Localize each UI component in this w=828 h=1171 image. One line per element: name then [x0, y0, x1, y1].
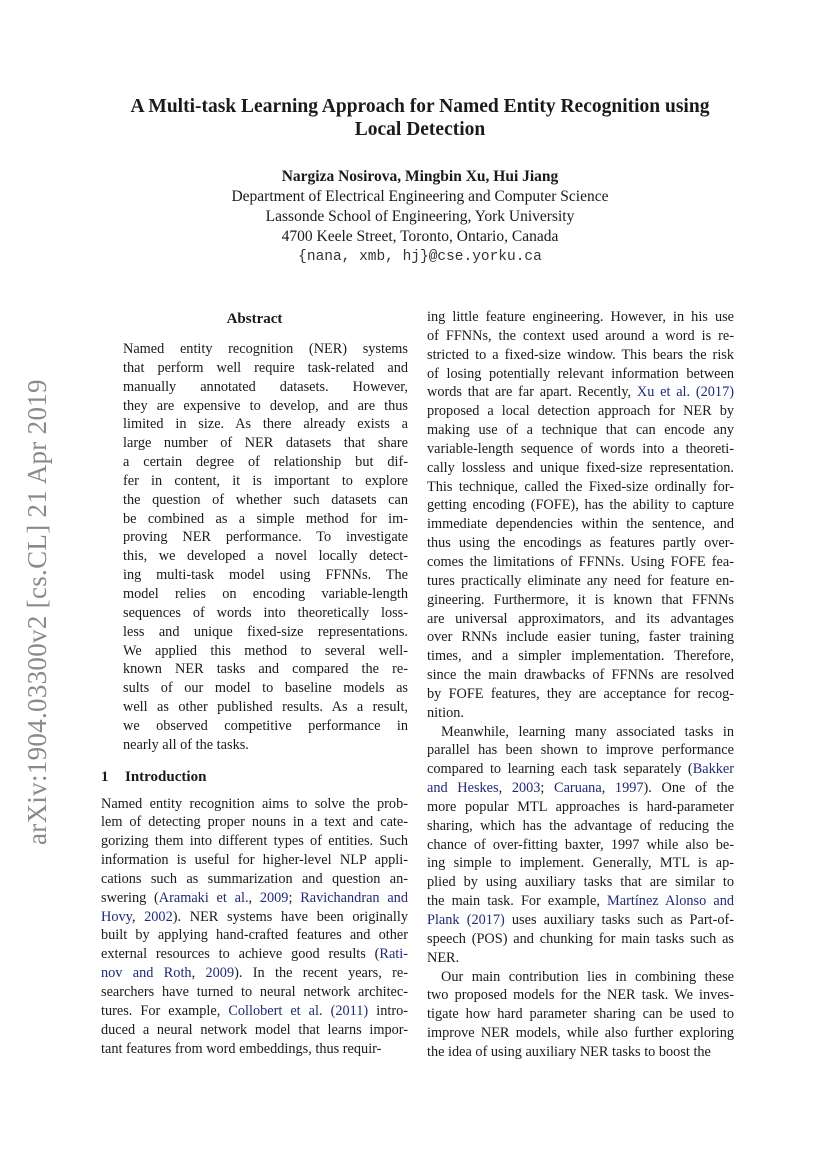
text-line: that perform well require task-related and — [123, 359, 408, 376]
text-line — [427, 572, 734, 591]
text-segment: variable-length sequence of words into a theoreti- — [427, 440, 734, 457]
text-segment: improve NER models, while also further exploring — [427, 1025, 734, 1042]
text-line: ing multi-task model using FFNNs. The — [123, 567, 408, 584]
citation-link[interactable]: Caruana — [554, 780, 602, 797]
text-line — [427, 308, 734, 327]
text-line: fer in content, it is important to explore — [123, 472, 408, 489]
text-line: large number of NER datasets that share — [123, 435, 408, 452]
text-line — [101, 832, 408, 851]
text-line: known NER tasks and compared the re- — [123, 661, 408, 678]
text-segment: of losing potentially relevant information between — [427, 365, 734, 382]
paper-title-line-2: Local Detection — [354, 119, 486, 140]
text-segment: NER. — [427, 949, 460, 966]
text-segment: words that are far apart. Recently, — [427, 384, 637, 401]
text-segment: tant features from word embeddings, thus requir- — [101, 1040, 382, 1057]
text-line: be combined as a simple method for im- — [123, 510, 408, 527]
text-line — [101, 926, 408, 945]
text-line: nearly all of the tasks. — [123, 736, 249, 753]
text-line — [427, 779, 734, 798]
affiliation-school: Lassonde School of Engineering, York University — [265, 208, 575, 225]
text-line — [427, 986, 734, 1005]
text-line — [427, 628, 734, 647]
text-segment: , — [498, 780, 512, 797]
text-line — [427, 760, 734, 779]
citation-link[interactable]: 2009 — [259, 889, 289, 906]
text-line: the question of whether such datasets can — [123, 491, 408, 508]
citation-link[interactable]: (2017) — [695, 384, 734, 401]
citation-link[interactable]: Collobert et al. — [228, 1002, 323, 1019]
text-line: proving NER performance. To investigate — [123, 529, 408, 546]
right-column — [427, 308, 734, 1062]
text-segment: Named entity recognition aims to solve the prob- — [101, 795, 408, 812]
text-segment: , — [601, 780, 615, 797]
section-heading-introduction — [101, 767, 408, 787]
text-line — [427, 968, 734, 987]
text-segment — [460, 912, 467, 928]
text-segment: information is useful for higher-level NLP appli- — [101, 852, 408, 869]
affiliation-department: Department of Electrical Engineering and Computer Science — [231, 188, 609, 205]
text-segment: since the main drawbacks of FFNNs are resolved — [427, 667, 734, 684]
text-line — [427, 836, 734, 855]
citation-link[interactable]: and Heskes — [427, 780, 499, 797]
text-segment: , — [191, 965, 206, 982]
text-line — [101, 889, 408, 908]
introduction-paragraph-1 — [101, 795, 408, 1059]
arxiv-identifier-stamp: arXiv:1904.03300v2 [cs.CL] 21 Apr 2019 — [22, 379, 52, 845]
text-line — [427, 873, 734, 892]
text-segment: tures. For example, — [101, 1002, 229, 1019]
citation-link[interactable]: (2011) — [330, 1002, 369, 1019]
text-segment: the main task. For example, — [427, 893, 608, 910]
text-segment: tures practically eliminate any need for feature en- — [427, 572, 734, 589]
text-line — [101, 945, 408, 964]
text-line — [427, 591, 734, 610]
text-segment: built by applying hand-crafted features and other — [101, 927, 408, 944]
text-segment: making use of a technique that can encode any — [427, 422, 734, 439]
text-segment — [323, 1003, 331, 1019]
text-line — [427, 798, 734, 817]
text-line: this, we developed a novel locally detect- — [123, 548, 408, 565]
text-line — [427, 666, 734, 685]
text-segment: ). In the recent years, re- — [234, 965, 409, 982]
text-line: Named entity recognition (NER) systems — [123, 341, 408, 357]
text-segment: getting encoding (FOFE), has the ability to capture — [427, 497, 734, 514]
citation-link[interactable]: Aramaki et al. — [158, 889, 249, 906]
text-segment: searchers have turned to neural network architec- — [101, 984, 408, 1000]
text-segment: gineering. Furthermore, it is known that FFNNs — [427, 591, 734, 608]
text-line — [101, 1021, 408, 1040]
citation-link[interactable]: Plank — [427, 912, 460, 928]
text-segment: ing simple to implement. Generally, MTL is ap- — [427, 855, 734, 872]
text-line — [427, 647, 734, 666]
text-segment: more popular MTL approaches is hard-parameter — [427, 798, 734, 815]
text-line: well as other published results. As a result, — [123, 699, 408, 716]
author-block — [100, 167, 740, 267]
citation-link[interactable]: Martínez Alonso and — [607, 893, 734, 910]
text-line — [427, 685, 734, 704]
section-title: Introduction — [125, 768, 207, 785]
text-segment: are universal approximators, and its advantages — [427, 610, 734, 627]
text-line — [101, 983, 408, 1002]
text-line — [101, 851, 408, 870]
text-line: we observed competitive performance in — [123, 717, 408, 734]
text-segment: ). One of the — [643, 780, 734, 797]
text-line: model relies on encoding variable-length — [123, 585, 408, 602]
text-segment: ; — [540, 780, 555, 797]
paper-title — [100, 95, 740, 141]
text-segment: This technique, called the Fixed-size ordinally for- — [427, 478, 734, 495]
text-line — [101, 795, 408, 814]
introduction-paragraph-2 — [427, 723, 734, 968]
citation-link[interactable]: Ravichandran and — [300, 889, 408, 906]
text-segment: by FOFE features, they are acceptance for recog- — [427, 685, 734, 702]
text-line — [427, 459, 734, 478]
text-segment: swering ( — [101, 889, 159, 906]
citation-link[interactable]: 1997 — [614, 780, 644, 797]
paper-title-line-1: A Multi-task Learning Approach for Named Entity Recognition using — [130, 96, 710, 117]
text-line — [427, 817, 734, 836]
text-line: sequences of words into theoretically loss- — [123, 604, 408, 621]
text-line — [427, 365, 734, 384]
text-line — [427, 478, 734, 497]
text-segment: the idea of using auxiliary NER tasks to boost the — [427, 1043, 711, 1060]
citation-link[interactable]: 2002 — [144, 908, 173, 925]
text-line — [427, 1005, 734, 1024]
text-line: manually annotated datasets. However, — [123, 378, 408, 395]
introduction-paragraph-1-continued — [427, 308, 734, 723]
author-emails: {nana, xmb, hj}@cse.yorku.ca — [298, 249, 542, 265]
text-line — [427, 892, 734, 911]
text-line: sults of our model to baseline models as — [123, 680, 408, 697]
text-segment: proposed a local detection approach for NER by — [427, 403, 734, 420]
text-segment: , — [131, 908, 145, 925]
text-segment: duced a neural network model that learns impor- — [101, 1021, 408, 1038]
text-line: We applied this method to several well- — [123, 642, 408, 659]
text-segment: ; — [288, 889, 301, 906]
affiliation-address: 4700 Keele Street, Toronto, Ontario, Canada — [281, 228, 559, 245]
text-segment: external resources to achieve good results ( — [101, 946, 380, 963]
text-line — [427, 327, 734, 346]
text-line — [427, 930, 734, 949]
citation-link[interactable]: 2009 — [205, 965, 235, 982]
text-line — [427, 854, 734, 873]
text-line — [427, 496, 734, 515]
text-line — [427, 515, 734, 534]
text-segment: tigate how hard parameter sharing can be used to — [427, 1006, 734, 1023]
text-segment: cally lossless and unique fixed-size representation. — [427, 459, 734, 476]
text-segment: gorizing them into different types of entities. Such — [101, 833, 408, 850]
text-segment: Meanwhile, learning many associated tasks in — [441, 723, 734, 740]
author-names: Nargiza Nosirova, Mingbin Xu, Hui Jiang — [281, 168, 559, 185]
text-segment: sharing, which has the advantage of reducing the — [427, 817, 734, 834]
citation-link[interactable]: Xu et al. — [636, 384, 691, 401]
abstract-body — [123, 340, 408, 755]
citation-link[interactable]: Rati- — [379, 946, 408, 963]
text-line — [427, 1043, 734, 1062]
text-segment: comes the limitations of FFNNs. Using FOFE fea- — [427, 553, 734, 570]
text-segment: lem of detecting proper nouns in a text and cate- — [101, 814, 408, 831]
text-segment: uses auxiliary tasks such as Part-of- — [504, 912, 734, 928]
text-line — [427, 383, 734, 402]
section-number: 1 — [101, 768, 109, 785]
text-line — [427, 402, 734, 421]
citation-link[interactable]: Hovy — [101, 908, 132, 925]
citation-link[interactable]: (2017) — [466, 912, 505, 928]
text-line — [427, 911, 734, 930]
text-segment: ing little feature engineering. However, in his use — [427, 309, 734, 325]
text-segment: , — [248, 889, 260, 906]
text-line: a certain degree of relationship but dif- — [123, 454, 408, 471]
introduction-paragraph-3 — [427, 968, 734, 1062]
text-line — [427, 704, 734, 723]
text-segment: chance of over-fitting baxter, 1997 while also be- — [427, 836, 734, 853]
text-line — [101, 1040, 408, 1059]
text-segment: immediate dependencies within the sentence, and — [427, 516, 734, 533]
text-segment: speech (POS) and chunking for main tasks such as — [427, 930, 734, 947]
text-line — [101, 964, 408, 983]
text-segment: over RNNs include easier tuning, faster training — [427, 629, 734, 646]
text-line — [101, 908, 408, 927]
text-line: limited in size. As there already exists a — [123, 416, 408, 433]
text-line — [101, 1002, 408, 1021]
text-line — [427, 421, 734, 440]
text-segment: Our main contribution lies in combining these — [441, 968, 734, 985]
text-line — [101, 870, 408, 889]
text-segment: two proposed models for the NER task. We inves- — [427, 987, 734, 1004]
text-line — [427, 1024, 734, 1043]
text-line — [427, 741, 734, 760]
text-segment: nition. — [427, 704, 464, 721]
text-line — [101, 813, 408, 832]
text-line — [427, 949, 734, 968]
text-segment: stricted to a fixed-size window. This bears the risk — [427, 346, 734, 363]
text-segment: thus using the encodings as features partly over- — [427, 535, 734, 552]
text-segment: parallel has been shown to improve performance — [427, 742, 734, 759]
citation-link[interactable]: Bakker — [692, 761, 734, 778]
citation-link[interactable]: 2003 — [511, 780, 541, 797]
text-line: they are expensive to develop, and are thus — [123, 397, 408, 414]
citation-link[interactable]: nov and Roth — [101, 965, 192, 982]
text-line — [427, 723, 734, 742]
text-line — [427, 610, 734, 629]
text-line: less and unique fixed-size representations. — [123, 623, 408, 640]
text-segment: compared to learning each task separately ( — [427, 761, 693, 778]
text-segment: intro- — [368, 1002, 408, 1019]
text-segment: cations such as summarization and question an- — [101, 870, 408, 887]
text-line — [427, 553, 734, 572]
abstract-heading: Abstract — [226, 311, 283, 327]
text-segment: ). NER systems have been originally — [172, 908, 408, 925]
left-column — [101, 308, 408, 1058]
text-segment: plied by using auxiliary tasks that are similar to — [427, 874, 734, 891]
text-segment: times, and a simpler implementation. Therefore, — [427, 648, 734, 665]
text-line — [427, 440, 734, 459]
text-line — [427, 534, 734, 553]
text-segment: of FFNNs, the context used around a word is re- — [427, 327, 734, 344]
text-line — [427, 346, 734, 365]
